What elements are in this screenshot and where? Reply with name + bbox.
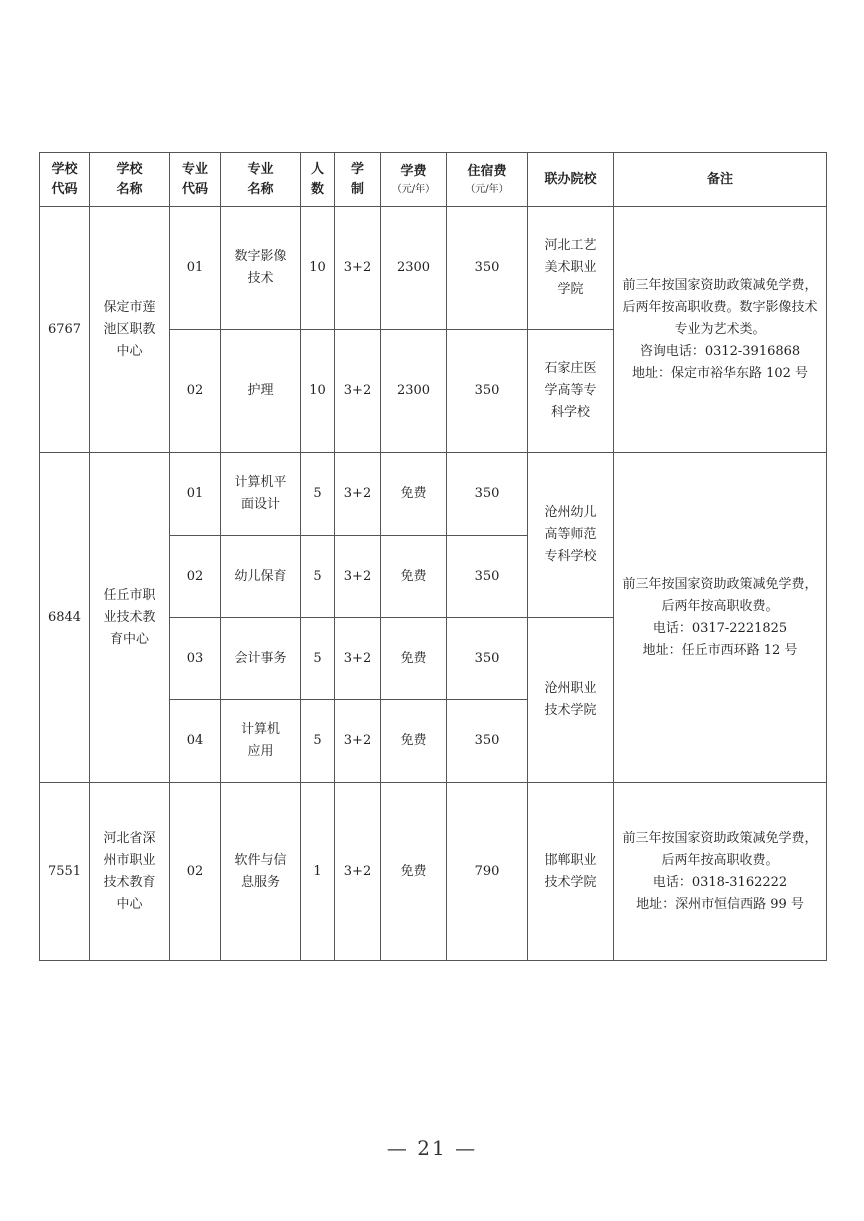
- table-row: [40, 783, 827, 961]
- tuition: 免费: [381, 536, 447, 618]
- header-row: [40, 153, 827, 207]
- major-name: 会计事务: [221, 618, 301, 700]
- major-code: 02: [170, 330, 221, 453]
- notes-cell: [614, 453, 827, 783]
- partner-college: 沧州幼儿高等师范专科学校: [528, 453, 614, 618]
- page-number: — 21 —: [386, 1136, 478, 1160]
- header-major-name: 专业名称: [221, 153, 301, 207]
- school-name: 任丘市职业技术教育中心: [90, 453, 170, 783]
- major-code: 02: [170, 783, 221, 961]
- notes-phone: 电话：0318-3162222: [652, 874, 788, 890]
- notes-text: 前三年按国家资助政策减免学费，后两年按高职收费。: [622, 576, 818, 614]
- lodging-fee: 350: [447, 618, 528, 700]
- school-code: 6844: [40, 453, 90, 783]
- duration: 3+2: [335, 207, 381, 330]
- duration: 3+2: [335, 536, 381, 618]
- school-code: 7551: [40, 783, 90, 961]
- school-name: 保定市莲池区职教中心: [90, 207, 170, 453]
- notes-cell: [614, 207, 827, 453]
- major-code: 01: [170, 207, 221, 330]
- tuition: 免费: [381, 618, 447, 700]
- notes-address: 地址：保定市裕华东路 102 号: [631, 365, 809, 381]
- major-name: 幼儿保育: [221, 536, 301, 618]
- major-name: 护理: [221, 330, 301, 453]
- major-code: 01: [170, 453, 221, 536]
- enrollment-count: 10: [301, 207, 335, 330]
- major-name: 数字影像技术: [221, 207, 301, 330]
- header-lodging: 住宿费 （元/年）: [447, 153, 528, 207]
- header-tuition: 学费 （元/年）: [381, 153, 447, 207]
- school-name: 河北省深州市职业技术教育中心: [90, 783, 170, 961]
- table-row: [40, 453, 827, 536]
- lodging-fee: 350: [447, 207, 528, 330]
- tuition: 免费: [381, 700, 447, 783]
- partner-college: 邯郸职业技术学院: [528, 783, 614, 961]
- enrollment-count: 5: [301, 700, 335, 783]
- notes-phone: 咨询电话：0312-3916868: [639, 343, 801, 359]
- enrollment-count: 5: [301, 618, 335, 700]
- admissions-table: [39, 152, 827, 961]
- duration: 3+2: [335, 618, 381, 700]
- header-duration: 学制: [335, 153, 381, 207]
- duration: 3+2: [335, 783, 381, 961]
- notes-address: 地址：深州市恒信西路 99 号: [636, 896, 804, 912]
- notes-text: 前三年按国家资助政策减免学费，后两年按高职收费。: [622, 830, 818, 868]
- major-name: 计算机平面设计: [221, 453, 301, 536]
- lodging-fee: 350: [447, 330, 528, 453]
- tuition: 2300: [381, 207, 447, 330]
- major-name: 软件与信息服务: [221, 783, 301, 961]
- header-major-code: 专业代码: [170, 153, 221, 207]
- major-code: 02: [170, 536, 221, 618]
- lodging-fee: 350: [447, 536, 528, 618]
- tuition: 免费: [381, 453, 447, 536]
- notes-cell: [614, 783, 827, 961]
- duration: 3+2: [335, 700, 381, 783]
- enrollment-count: 1: [301, 783, 335, 961]
- header-school-code: 学校代码: [40, 153, 90, 207]
- partner-college: 河北工艺美术职业学院: [528, 207, 614, 330]
- enrollment-count: 5: [301, 453, 335, 536]
- table-row: [40, 207, 827, 330]
- duration: 3+2: [335, 453, 381, 536]
- major-code: 04: [170, 700, 221, 783]
- major-name: 计算机应用: [221, 700, 301, 783]
- enrollment-count: 5: [301, 536, 335, 618]
- lodging-fee: 350: [447, 700, 528, 783]
- partner-college: 石家庄医学高等专科学校: [528, 330, 614, 453]
- duration: 3+2: [335, 330, 381, 453]
- tuition: 免费: [381, 783, 447, 961]
- header-notes: 备注: [614, 153, 827, 207]
- header-partner: 联办院校: [528, 153, 614, 207]
- major-code: 03: [170, 618, 221, 700]
- lodging-fee: 350: [447, 453, 528, 536]
- notes-text: 前三年按国家资助政策减免学费，后两年按高职收费。数字影像技术专业为艺术类。: [622, 277, 818, 337]
- header-count: 人数: [301, 153, 335, 207]
- header-school-name: 学校名称: [90, 153, 170, 207]
- tuition: 2300: [381, 330, 447, 453]
- partner-college: 沧州职业技术学院: [528, 618, 614, 783]
- lodging-fee: 790: [447, 783, 528, 961]
- notes-phone: 电话：0317-2221825: [652, 620, 788, 636]
- school-code: 6767: [40, 207, 90, 453]
- enrollment-count: 10: [301, 330, 335, 453]
- notes-address: 地址：任丘市西环路 12 号: [642, 642, 798, 658]
